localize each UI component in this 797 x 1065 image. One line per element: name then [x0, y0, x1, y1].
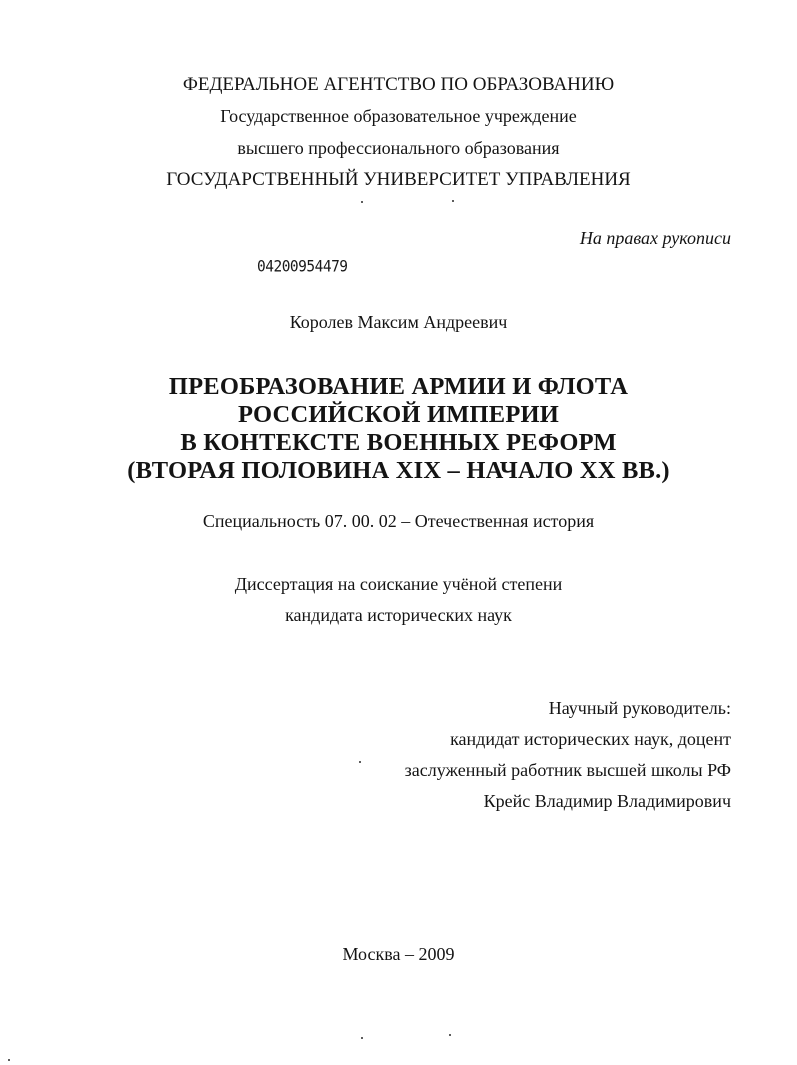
supervisor-honor: заслуженный работник высшей школы РФ	[404, 760, 731, 780]
scan-speck	[452, 200, 454, 202]
university-name: ГОСУДАРСТВЕННЫЙ УНИВЕРСИТЕТ УПРАВЛЕНИЯ	[166, 169, 631, 190]
scan-speck	[361, 201, 363, 203]
scan-speck	[8, 1059, 10, 1061]
scan-speck	[449, 1034, 451, 1036]
title-line: РОССИЙСКОЙ ИМПЕРИИ	[237, 401, 560, 428]
title-line: В КОНТЕКСТЕ ВОЕННЫХ РЕФОРМ	[180, 429, 617, 456]
supervisor-name: Крейс Владимир Владимирович	[483, 791, 731, 811]
supervisor-rank: кандидат исторических наук, доцент	[450, 729, 731, 749]
specialty: Специальность 07. 00. 02 – Отечественная история	[202, 511, 595, 531]
degree-line-2: кандидата исторических наук	[285, 605, 512, 625]
title-line: ПРЕОБРАЗОВАНИЕ АРМИИ И ФЛОТА	[168, 373, 629, 400]
rights-note: На правах рукописи	[579, 228, 731, 248]
supervisor-label: Научный руководитель:	[548, 698, 731, 718]
scan-speck	[359, 761, 361, 763]
place-year: Москва – 2009	[342, 944, 455, 964]
scan-speck	[361, 1037, 363, 1039]
title-line: (ВТОРАЯ ПОЛОВИНА XIX – НАЧАЛО XX ВВ.)	[127, 457, 670, 484]
author-name: Королев Максим Андреевич	[289, 312, 508, 332]
archive-stamp-number: 04200954479	[257, 258, 348, 276]
degree-line-1: Диссертация на соискание учёной степени	[234, 574, 563, 594]
institution-line-2: высшего профессионального образования	[237, 138, 560, 158]
agency-name: ФЕДЕРАЛЬНОЕ АГЕНТСТВО ПО ОБРАЗОВАНИЮ	[182, 74, 615, 95]
institution-line-1: Государственное образовательное учреждение	[220, 106, 577, 126]
